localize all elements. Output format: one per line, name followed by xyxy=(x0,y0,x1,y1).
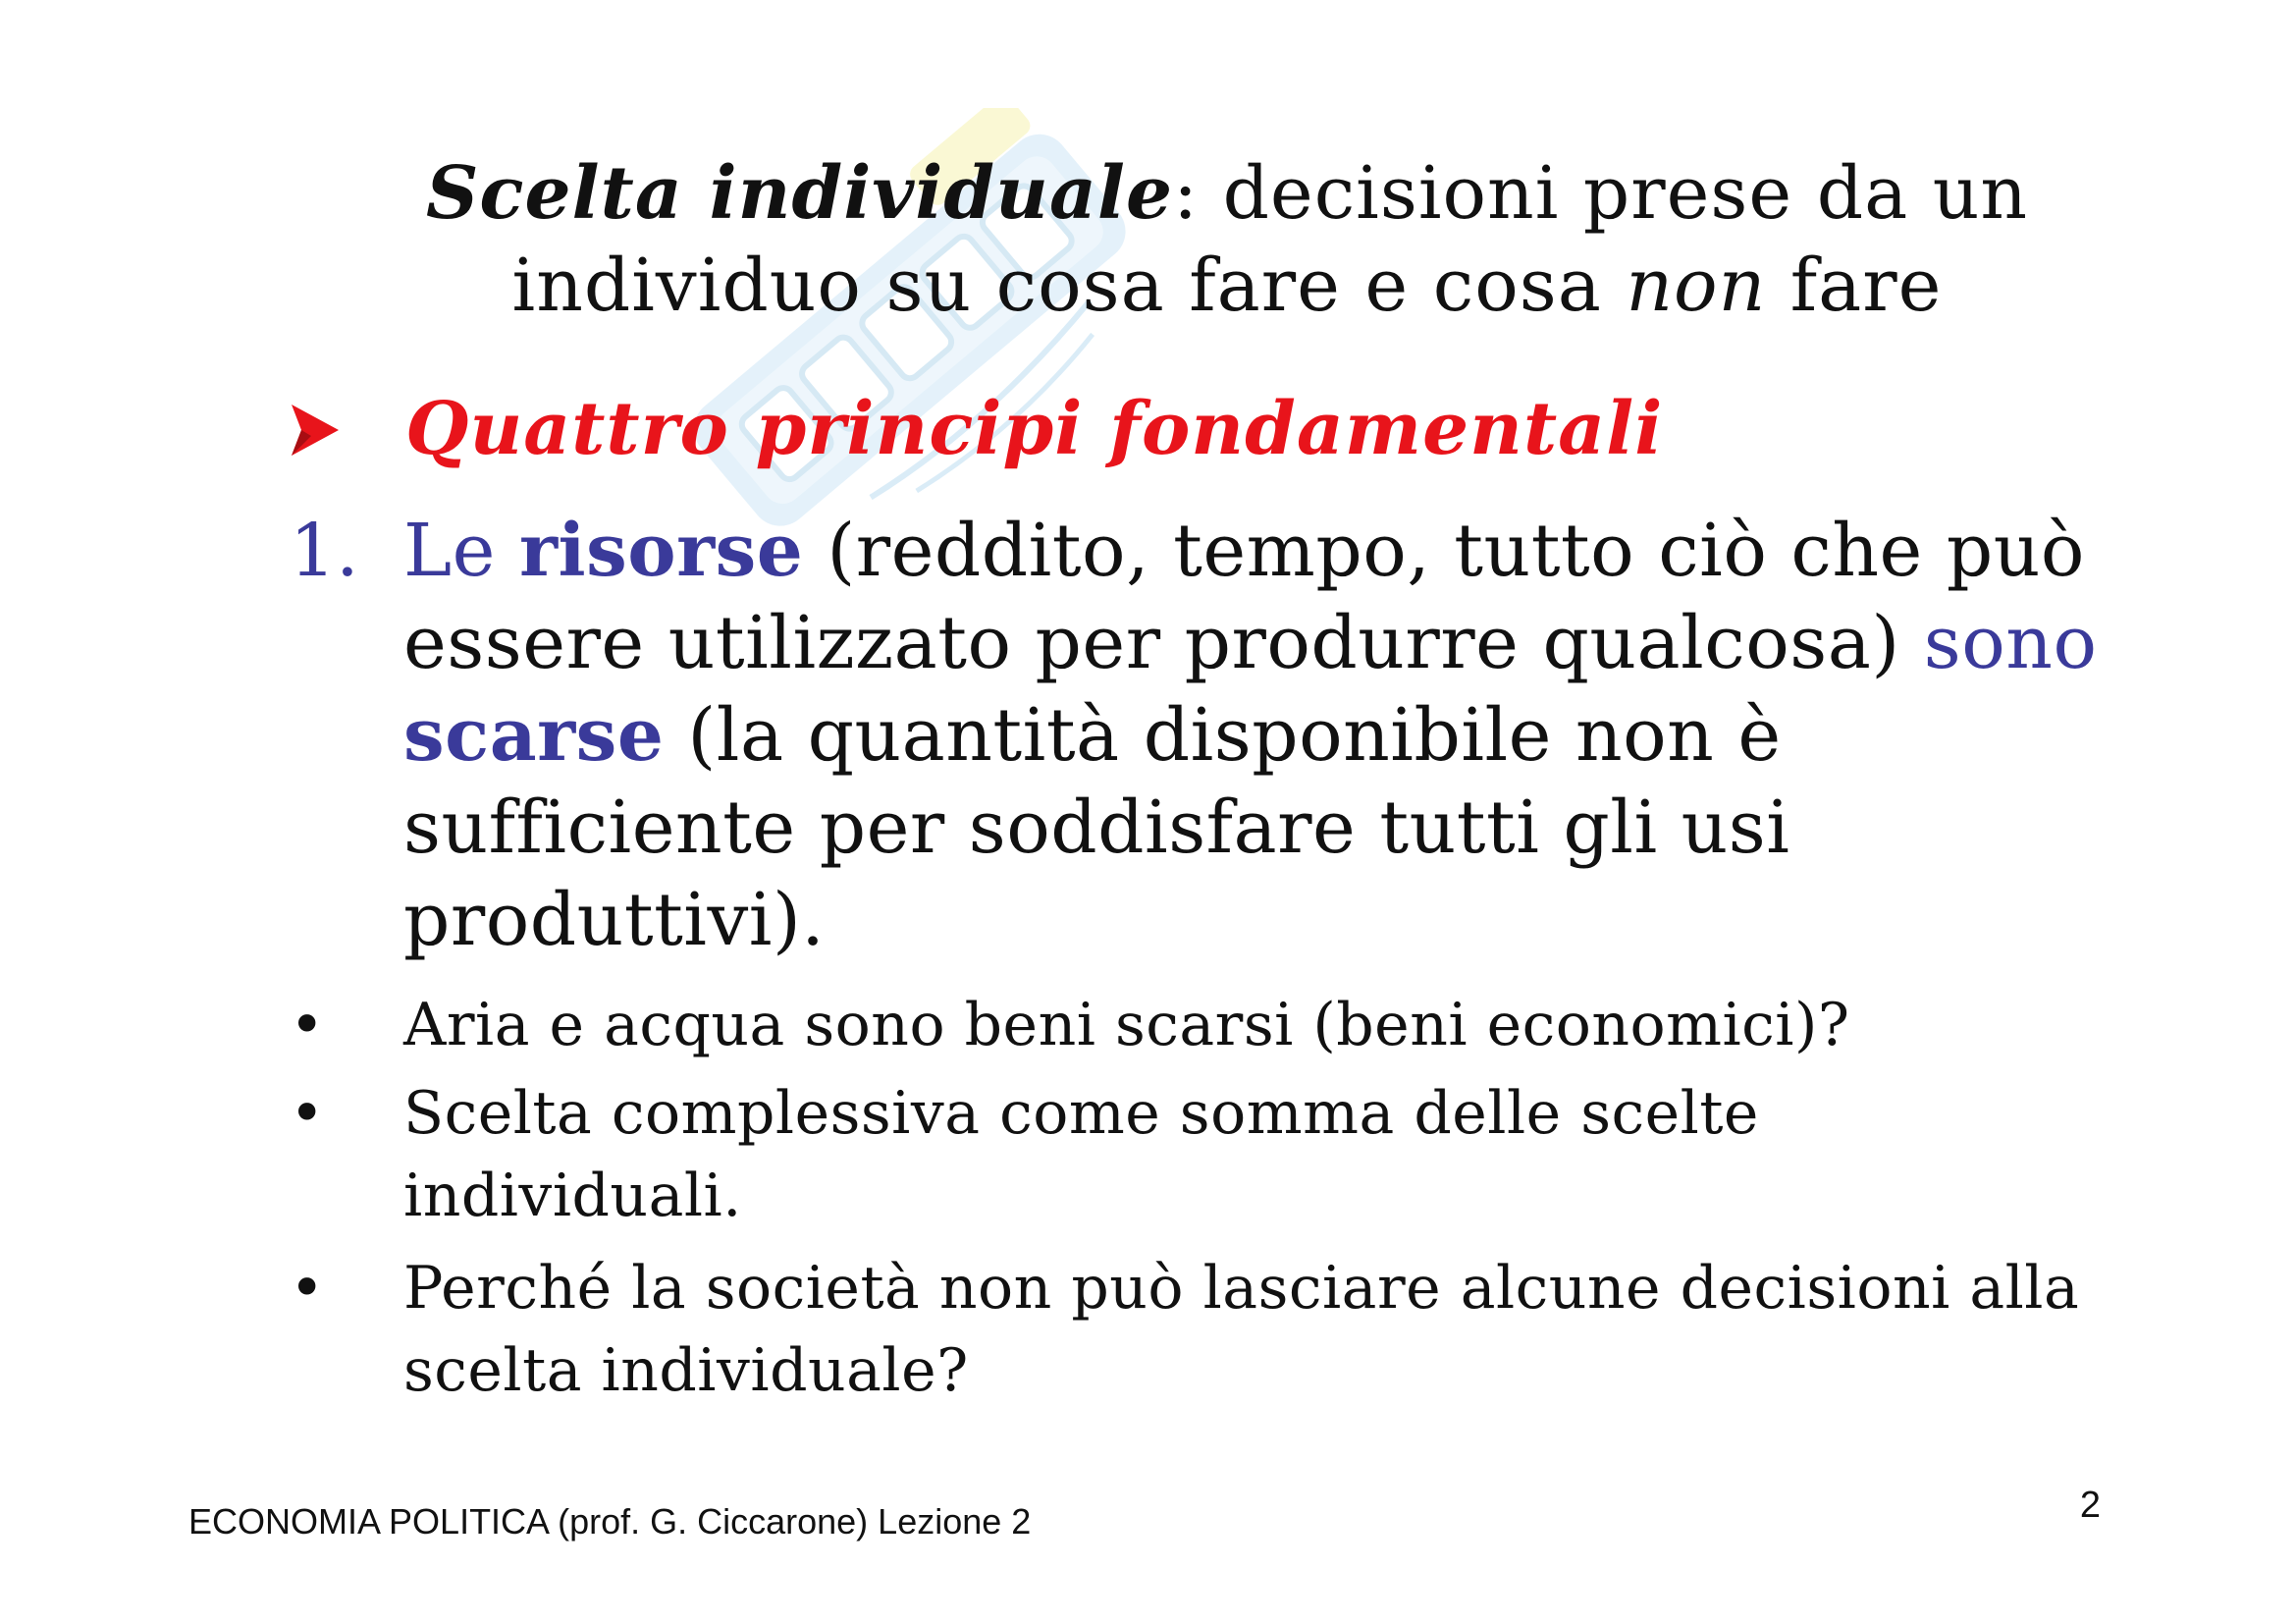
bullet-dot: • xyxy=(290,1254,325,1323)
footer-course-label: ECONOMIA POLITICA (prof. G. Ciccarone) Lezione 2 xyxy=(188,1501,1032,1542)
item-text-rest: (la quantità disponibile non è sufficiente per soddisfare tutti gli usi produttivi). xyxy=(403,693,1790,962)
item-bold-scarse: scarse xyxy=(403,693,665,778)
item-number: 1. xyxy=(290,509,359,593)
item-lead: Le xyxy=(403,509,519,593)
bullet-text: Scelta complessiva come somma delle scelte individuali. xyxy=(403,1079,1759,1230)
bullet-dot: • xyxy=(290,991,325,1059)
page-number: 2 xyxy=(2079,1485,2101,1526)
title-italic-word: non xyxy=(1626,243,1767,328)
item-text-mid1: (reddito, tempo, tutto ciò che può essere utilizzato per produrre qualcosa) xyxy=(403,509,2085,685)
bullet-dot: • xyxy=(290,1079,325,1148)
title-text-part1: : decisioni prese da un individuo su cosa fare e cosa xyxy=(511,151,2029,328)
arrowhead-icon xyxy=(290,403,341,458)
bullet-text: Aria e acqua sono beni scarsi (beni economici)? xyxy=(403,991,1850,1059)
title-bold-term: Scelta individuale xyxy=(425,151,1174,236)
title-text-part2: fare xyxy=(1766,243,1943,328)
bullet-text: Perché la società non può lasciare alcune decisioni alla scelta individuale? xyxy=(403,1254,2080,1405)
section-heading xyxy=(290,385,2155,473)
slide-title xyxy=(383,147,2071,332)
item-blue-sono: sono xyxy=(1923,601,2098,685)
item-bold-risorse: risorse xyxy=(518,509,804,593)
heading-text: Quattro principi fondamentali xyxy=(405,387,1664,471)
item-body xyxy=(403,505,2111,966)
